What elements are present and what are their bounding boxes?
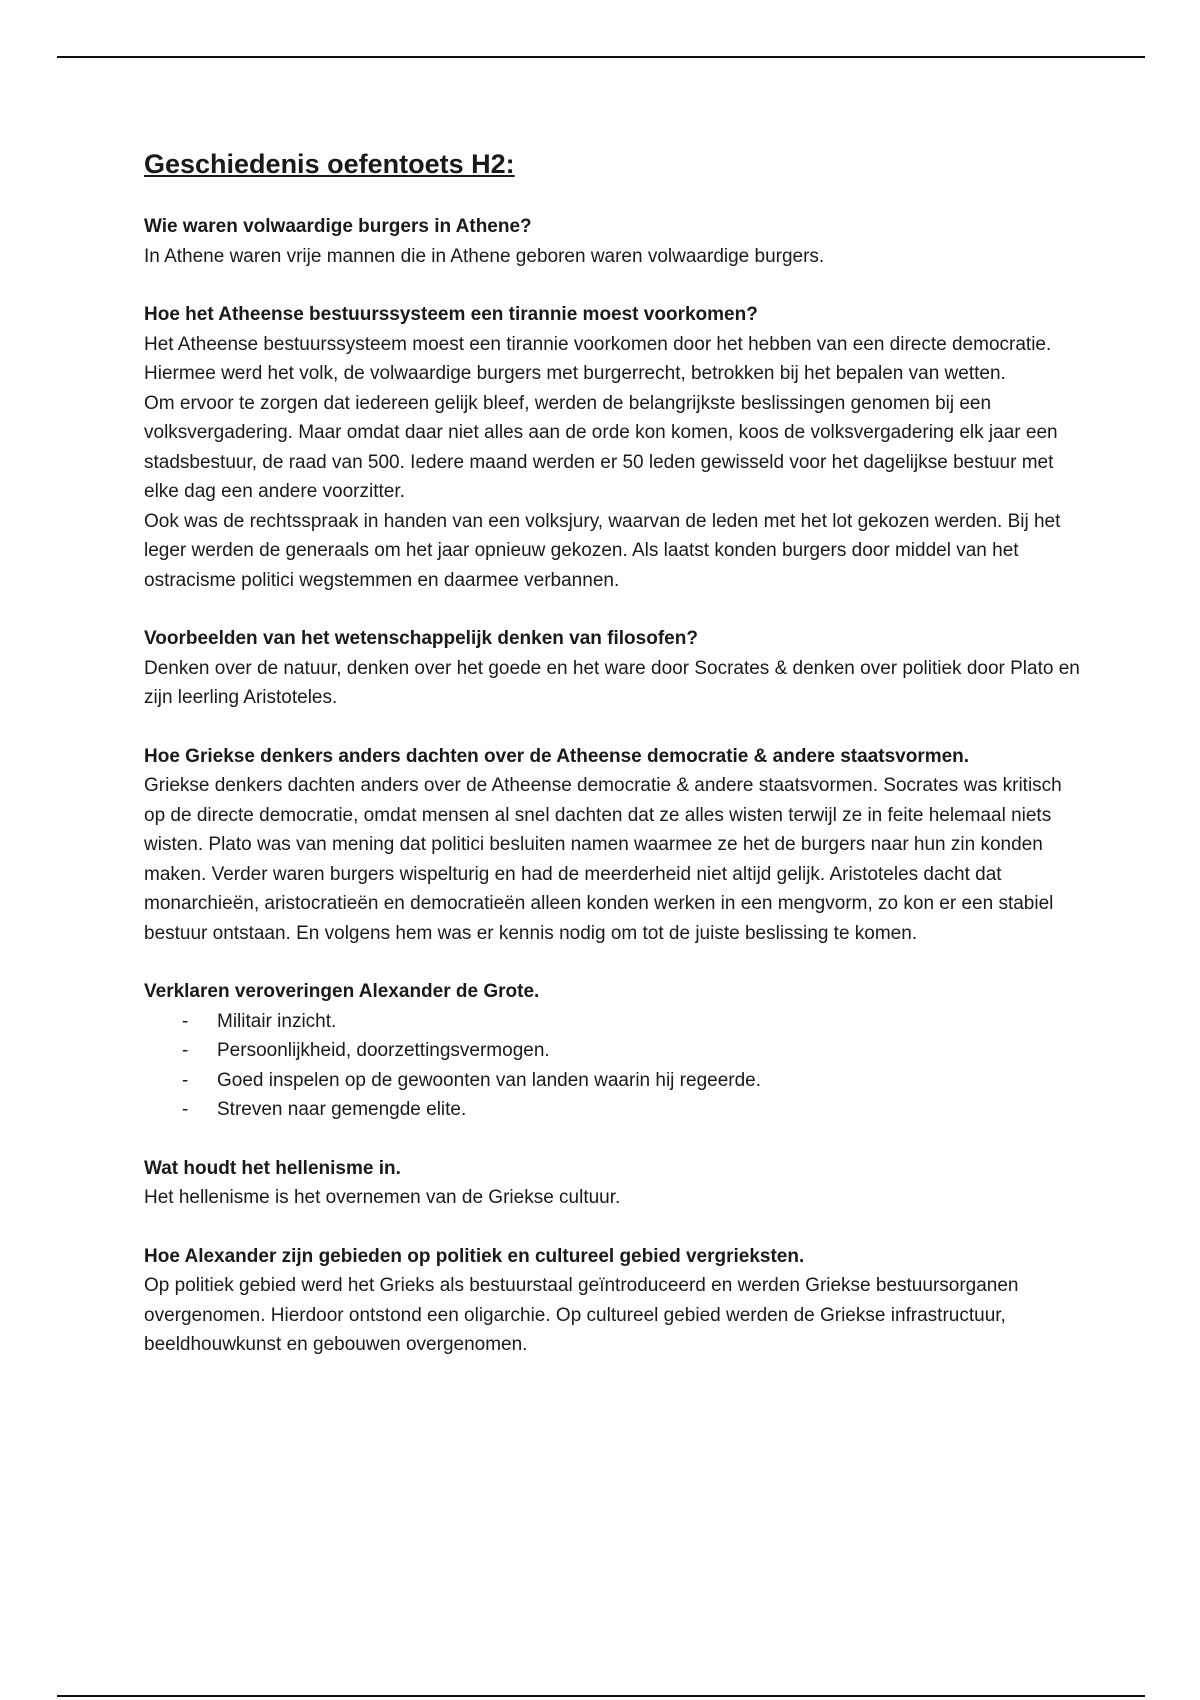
list-item: [182, 1007, 1084, 1037]
answer-paragraph: Op politiek gebied werd het Grieks als bestuurstaal geïntroduceerd en werden Griekse bestuursorganen overgenomen. Hierdoor ontstond een oligarchie. Op cultureel gebied werden de Griekse infrastructuur, beeldhouwkunst en gebouwen overgenomen.: [144, 1275, 1019, 1355]
answer-paragraph: Het hellenisme is het overnemen van de Griekse cultuur.: [144, 1187, 621, 1208]
answer-paragraph: Denken over de natuur, denken over het goede en het ware door Socrates & denken over politiek door Plato en zijn leerling Aristoteles.: [144, 657, 1080, 708]
header-rule: [57, 56, 1145, 58]
answer-paragraph: In Athene waren vrije mannen die in Athene geboren waren volwaardige burgers.: [144, 245, 825, 267]
list-item-text: Streven naar gemengde elite.: [217, 1099, 467, 1120]
question: Wat houdt het hellenisme in.: [144, 1157, 401, 1179]
question: Hoe Griekse denkers anders dachten over de Atheense democratie & andere staatsvormen.: [144, 745, 970, 767]
question: Hoe Alexander zijn gebieden op politiek en cultureel gebied vergrieksten.: [144, 1245, 805, 1267]
section-volwaardige-burgers: [144, 212, 1084, 271]
footer-rule: [57, 1695, 1145, 1697]
bullet-dash: -: [182, 1099, 189, 1120]
bullet-dash: -: [182, 1069, 189, 1091]
document-page: [144, 146, 1084, 1389]
section-vergrieksing: [144, 1242, 1084, 1360]
answer-paragraph: Ook was de rechtsspraak in handen van een volksjury, waarvan de leden met het lot gekozen werden. Bij het leger werden de generaals om het jaar opnieuw gekozen. Als laatst konden burgers door middel van het ostracisme politici wegstemmen en daarmee verbannen.: [144, 510, 1061, 591]
list-item-text: Goed inspelen op de gewoonten van landen waarin hij regeerde.: [217, 1069, 762, 1091]
bullet-dash: -: [182, 1040, 189, 1061]
section-alexander-veroveringen: [144, 977, 1084, 1125]
question: Wie waren volwaardige burgers in Athene?: [144, 216, 532, 237]
list-item: [182, 1066, 1084, 1096]
section-griekse-denkers: [144, 742, 1084, 949]
document-title: Geschiedenis oefentoets H2:: [144, 149, 515, 179]
list-item: [182, 1095, 1084, 1125]
list-item-text: Persoonlijkheid, doorzettingsvermogen.: [217, 1040, 550, 1061]
bullet-list: [144, 1007, 1084, 1125]
section-filosofen: [144, 624, 1084, 713]
question: Verklaren veroveringen Alexander de Grote.: [144, 981, 540, 1002]
section-tirannie: [144, 300, 1084, 595]
bullet-dash: -: [182, 1010, 189, 1032]
section-hellenisme: [144, 1154, 1084, 1213]
answer-paragraph: Griekse denkers dachten anders over de Atheense democratie & andere staatsvormen. Socrates was kritisch op de directe democratie, omdat mensen al snel dachten dat ze alles wisten terwijl ze in feite helemaal niets wisten. Plato was van mening dat politici besluiten namen waarmee ze het de burgers naar hun zin konden maken. Verder waren burgers wispelturig en had de meerderheid niet altijd gelijk. Aristoteles dacht dat monarchieën, aristocratieën en democratieën alleen konden werken in een mengvorm, zo kon er een stabiel bestuur ontstaan. En volgens hem was er kennis nodig om tot de juiste beslissing te komen.: [144, 775, 1062, 944]
question: Voorbeelden van het wetenschappelijk denken van filosofen?: [144, 628, 698, 649]
answer-paragraph: Het Atheense bestuurssysteem moest een tirannie voorkomen door het hebben van een directe democratie. Hiermee werd het volk, de volwaardige burgers met burgerrecht, betrokken bij het bepalen van wetten.: [144, 333, 1052, 384]
question: Hoe het Atheense bestuurssysteem een tirannie moest voorkomen?: [144, 304, 758, 325]
list-item: [182, 1036, 1084, 1066]
answer-paragraph: Om ervoor te zorgen dat iedereen gelijk bleef, werden de belangrijkste beslissingen genomen bij een volksvergadering. Maar omdat daar niet alles aan de orde kon komen, koos de volksvergadering elk jaar een stadsbestuur, de raad van 500. Iedere maand werden er 50 leden gewisseld voor het dagelijkse bestuur met elke dag een andere voorzitter.: [144, 392, 1058, 502]
list-item-text: Militair inzicht.: [217, 1010, 337, 1032]
